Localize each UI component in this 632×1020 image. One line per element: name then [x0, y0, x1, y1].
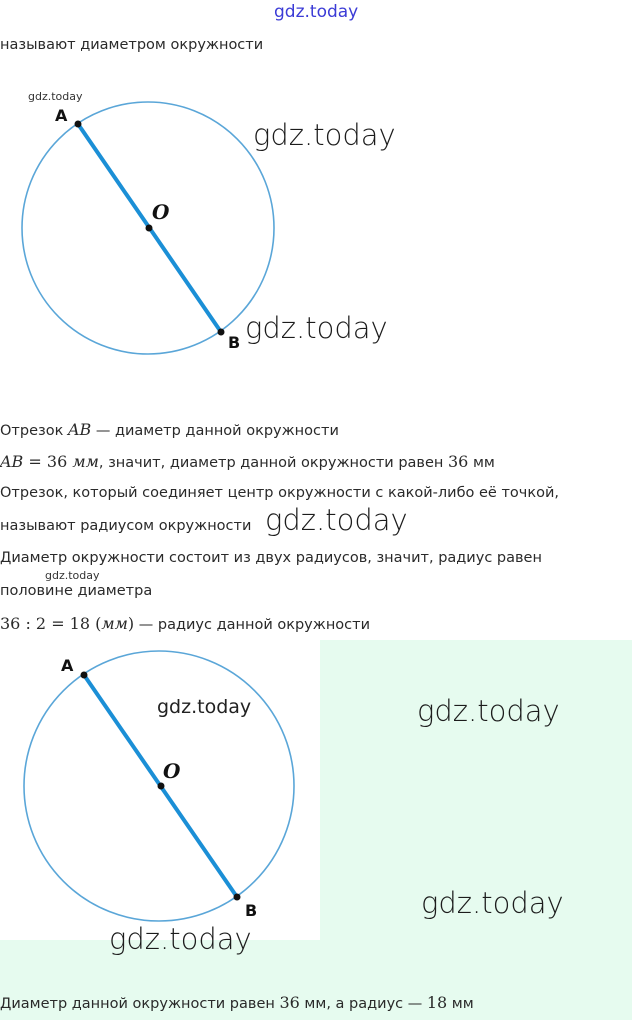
- watermark-small-1: gdz.today: [28, 90, 83, 103]
- text-line-2: [0, 420, 339, 439]
- watermark-mid-1: gdz.today: [157, 696, 252, 718]
- label-a-2: A: [61, 656, 74, 675]
- text-line-3-unit: мм: [468, 455, 495, 471]
- point-o-2: [158, 783, 165, 790]
- text-line-1: называют диаметром окружности: [0, 37, 264, 53]
- math-unit-2: мм: [101, 614, 128, 633]
- label-a: A: [55, 106, 68, 125]
- math-eq: = 36: [23, 452, 73, 471]
- math-ab-2: AB: [0, 452, 24, 471]
- text-line-9-pre: Диаметр данной окружности равен: [0, 996, 280, 1012]
- watermark-big-2: gdz.today: [245, 311, 388, 345]
- math-division: 36 : 2 = 18 (: [0, 614, 102, 633]
- math-unit: мм: [72, 452, 99, 471]
- text-line-2-pre: Отрезок: [0, 423, 68, 439]
- point-o: [146, 225, 153, 232]
- math-ab: AB: [67, 420, 92, 439]
- point-b: [218, 329, 225, 336]
- text-line-7: половине диаметра: [0, 583, 153, 599]
- point-b-2: [234, 894, 241, 901]
- text-line-8-post: — радиус данной окружности: [134, 617, 371, 633]
- math-36: 36: [447, 452, 469, 471]
- watermark-big-5: gdz.today: [421, 886, 564, 920]
- point-a-2: [81, 672, 88, 679]
- watermark-big-4: gdz.today: [417, 694, 560, 728]
- label-o-2: O: [163, 759, 181, 783]
- point-a: [75, 121, 82, 128]
- text-line-8: [0, 614, 370, 633]
- text-line-2-post: — диаметр данной окружности: [91, 423, 339, 439]
- label-o: O: [152, 200, 170, 224]
- label-b-2: B: [245, 901, 258, 920]
- math-18: 18: [426, 993, 448, 1012]
- text-line-9-mid: мм, а радиус —: [299, 996, 427, 1012]
- figure-circle-2: [0, 640, 320, 940]
- text-line-5: называют радиусом окружности: [0, 518, 252, 534]
- math-close: ): [127, 614, 135, 633]
- text-line-4: Отрезок, который соединяет центр окружности с какой-либо её точкой,: [0, 485, 560, 501]
- watermark-big-3: gdz.today: [265, 503, 408, 537]
- text-line-9: [0, 993, 474, 1012]
- watermark-top: gdz.today: [274, 2, 359, 22]
- watermark-big-1: gdz.today: [253, 118, 396, 152]
- watermark-small-2: gdz.today: [45, 569, 100, 582]
- label-b: B: [228, 333, 241, 352]
- watermark-big-6: gdz.today: [109, 922, 252, 956]
- text-line-9-post: мм: [447, 996, 474, 1012]
- math-36-b: 36: [279, 993, 300, 1012]
- text-line-6: Диаметр окружности состоит из двух радиусов, значит, радиус равен: [0, 550, 542, 566]
- text-line-3: [0, 452, 495, 471]
- text-line-3-post: , значит, диаметр данной окружности равен: [98, 455, 448, 471]
